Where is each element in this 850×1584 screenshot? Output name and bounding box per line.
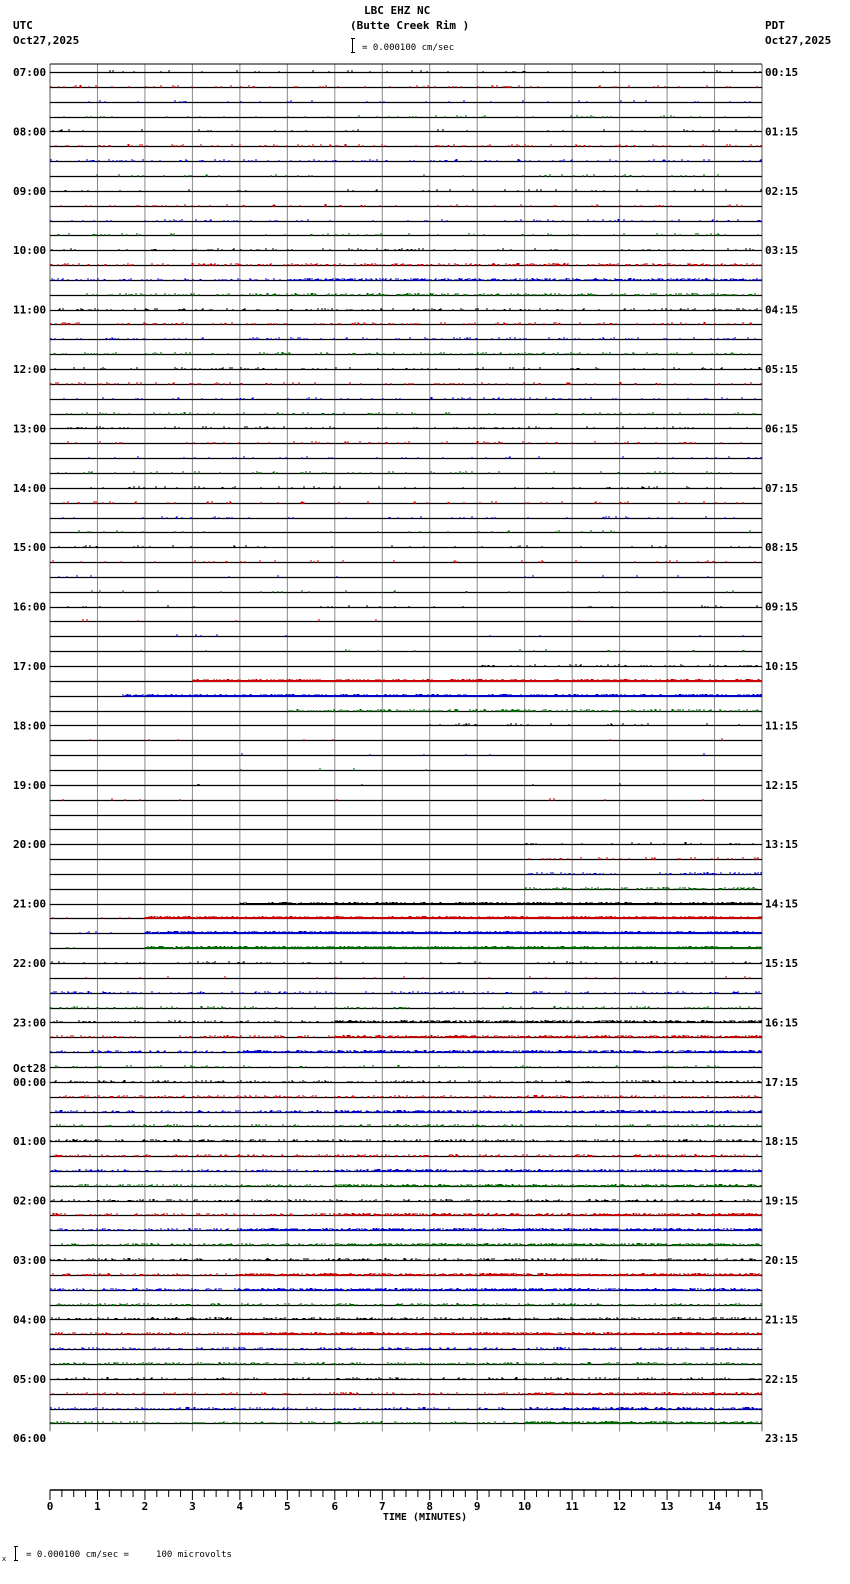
- x-tick-label: 7: [378, 1500, 386, 1513]
- utc-hour-label: 03:00: [13, 1254, 47, 1267]
- utc-hour-label: 08:00: [13, 125, 47, 139]
- x-tick-label: 4: [236, 1500, 244, 1513]
- utc-date: Oct27,2025: [13, 34, 80, 47]
- pdt-hour-label: 17:15: [765, 1075, 799, 1089]
- x-tick-label: 9: [473, 1500, 481, 1513]
- pdt-hour-label: 23:15: [765, 1432, 799, 1446]
- date-change-label: Oct28: [13, 1061, 47, 1075]
- pdt-hour-label: 02:15: [765, 184, 799, 198]
- x-tick-label: 10: [518, 1500, 532, 1513]
- pdt-hour-label: 22:15: [765, 1372, 799, 1386]
- utc-hour-label: 21:00: [13, 897, 47, 911]
- utc-hour-label: 11:00: [13, 303, 47, 317]
- x-tick-label: 0: [46, 1500, 54, 1513]
- footer-prefix: x: [2, 1555, 7, 1563]
- utc-label: UTC: [13, 19, 33, 32]
- pdt-hour-label: 06:15: [765, 422, 799, 436]
- x-tick-label: 15: [755, 1500, 769, 1513]
- pdt-hour-label: 01:15: [765, 125, 799, 139]
- x-tick-label: 2: [141, 1500, 149, 1513]
- x-tick-label: 3: [189, 1500, 196, 1513]
- x-tick-label: 13: [660, 1500, 674, 1513]
- pdt-hour-label: 18:15: [765, 1135, 799, 1149]
- utc-hour-label: 19:00: [13, 778, 47, 792]
- x-tick-label: 1: [94, 1500, 101, 1513]
- utc-hour-label: 16:00: [13, 600, 47, 614]
- utc-hour-label: 12:00: [13, 363, 47, 376]
- pdt-hour-label: 21:15: [765, 1313, 799, 1327]
- utc-hour-label: 01:00: [13, 1135, 47, 1149]
- utc-hour-label: 06:00: [13, 1432, 47, 1446]
- pdt-hour-label: 13:15: [765, 838, 799, 852]
- x-tick-label: 6: [331, 1500, 339, 1513]
- pdt-hour-label: 20:15: [765, 1254, 799, 1267]
- x-tick-label: 12: [612, 1500, 627, 1513]
- x-tick-label: 14: [707, 1500, 722, 1513]
- footer-scale-text: = 0.000100 cm/sec = 100 microvolts: [26, 1550, 232, 1560]
- utc-hour-label: 15:00: [13, 541, 47, 555]
- utc-hour-label: 14:00: [13, 481, 47, 495]
- station-title: LBC EHZ NC: [364, 4, 431, 17]
- pdt-hour-label: 10:15: [765, 660, 799, 673]
- footer-scale-bar-icon: [14, 1546, 18, 1561]
- utc-hour-label: 13:00: [13, 422, 47, 436]
- utc-hour-label: 02:00: [13, 1194, 47, 1208]
- pdt-label: PDT: [765, 19, 785, 32]
- pdt-hour-label: 04:15: [765, 303, 799, 317]
- utc-hour-label: 04:00: [13, 1313, 47, 1327]
- pdt-hour-label: 07:15: [765, 481, 799, 495]
- utc-hour-label: 20:00: [13, 838, 47, 852]
- pdt-hour-label: 05:15: [765, 363, 799, 376]
- pdt-hour-label: 12:15: [765, 778, 799, 792]
- pdt-hour-label: 19:15: [765, 1194, 799, 1208]
- x-tick-label: 8: [426, 1500, 434, 1513]
- pdt-hour-label: 16:15: [765, 1016, 799, 1030]
- utc-hour-label: 17:00: [13, 660, 47, 673]
- pdt-hour-label: 08:15: [765, 541, 799, 555]
- x-tick-label: 11: [565, 1500, 579, 1513]
- pdt-hour-label: 15:15: [765, 957, 799, 970]
- pdt-hour-label: 11:15: [765, 719, 799, 733]
- utc-hour-label: 22:00: [13, 957, 47, 970]
- utc-hour-label: 18:00: [13, 719, 47, 733]
- x-axis-title: TIME (MINUTES): [382, 1512, 468, 1523]
- pdt-date: Oct27,2025: [765, 34, 832, 47]
- utc-hour-label: 07:00: [13, 66, 47, 79]
- scale-text: = 0.000100 cm/sec: [362, 43, 455, 53]
- x-tick-label: 5: [284, 1500, 291, 1513]
- utc-hour-label: 10:00: [13, 244, 47, 258]
- utc-hour-label: 05:00: [13, 1372, 47, 1386]
- utc-hour-label: 09:00: [13, 184, 47, 198]
- utc-hour-label: 23:00: [13, 1016, 47, 1030]
- pdt-hour-label: 03:15: [765, 244, 799, 258]
- utc-hour-label: 00:00: [13, 1075, 47, 1089]
- pdt-hour-label: 00:15: [765, 66, 799, 79]
- pdt-hour-label: 14:15: [765, 897, 799, 911]
- site-name: (Butte Creek Rim ): [350, 19, 470, 32]
- pdt-hour-label: 09:15: [765, 600, 799, 614]
